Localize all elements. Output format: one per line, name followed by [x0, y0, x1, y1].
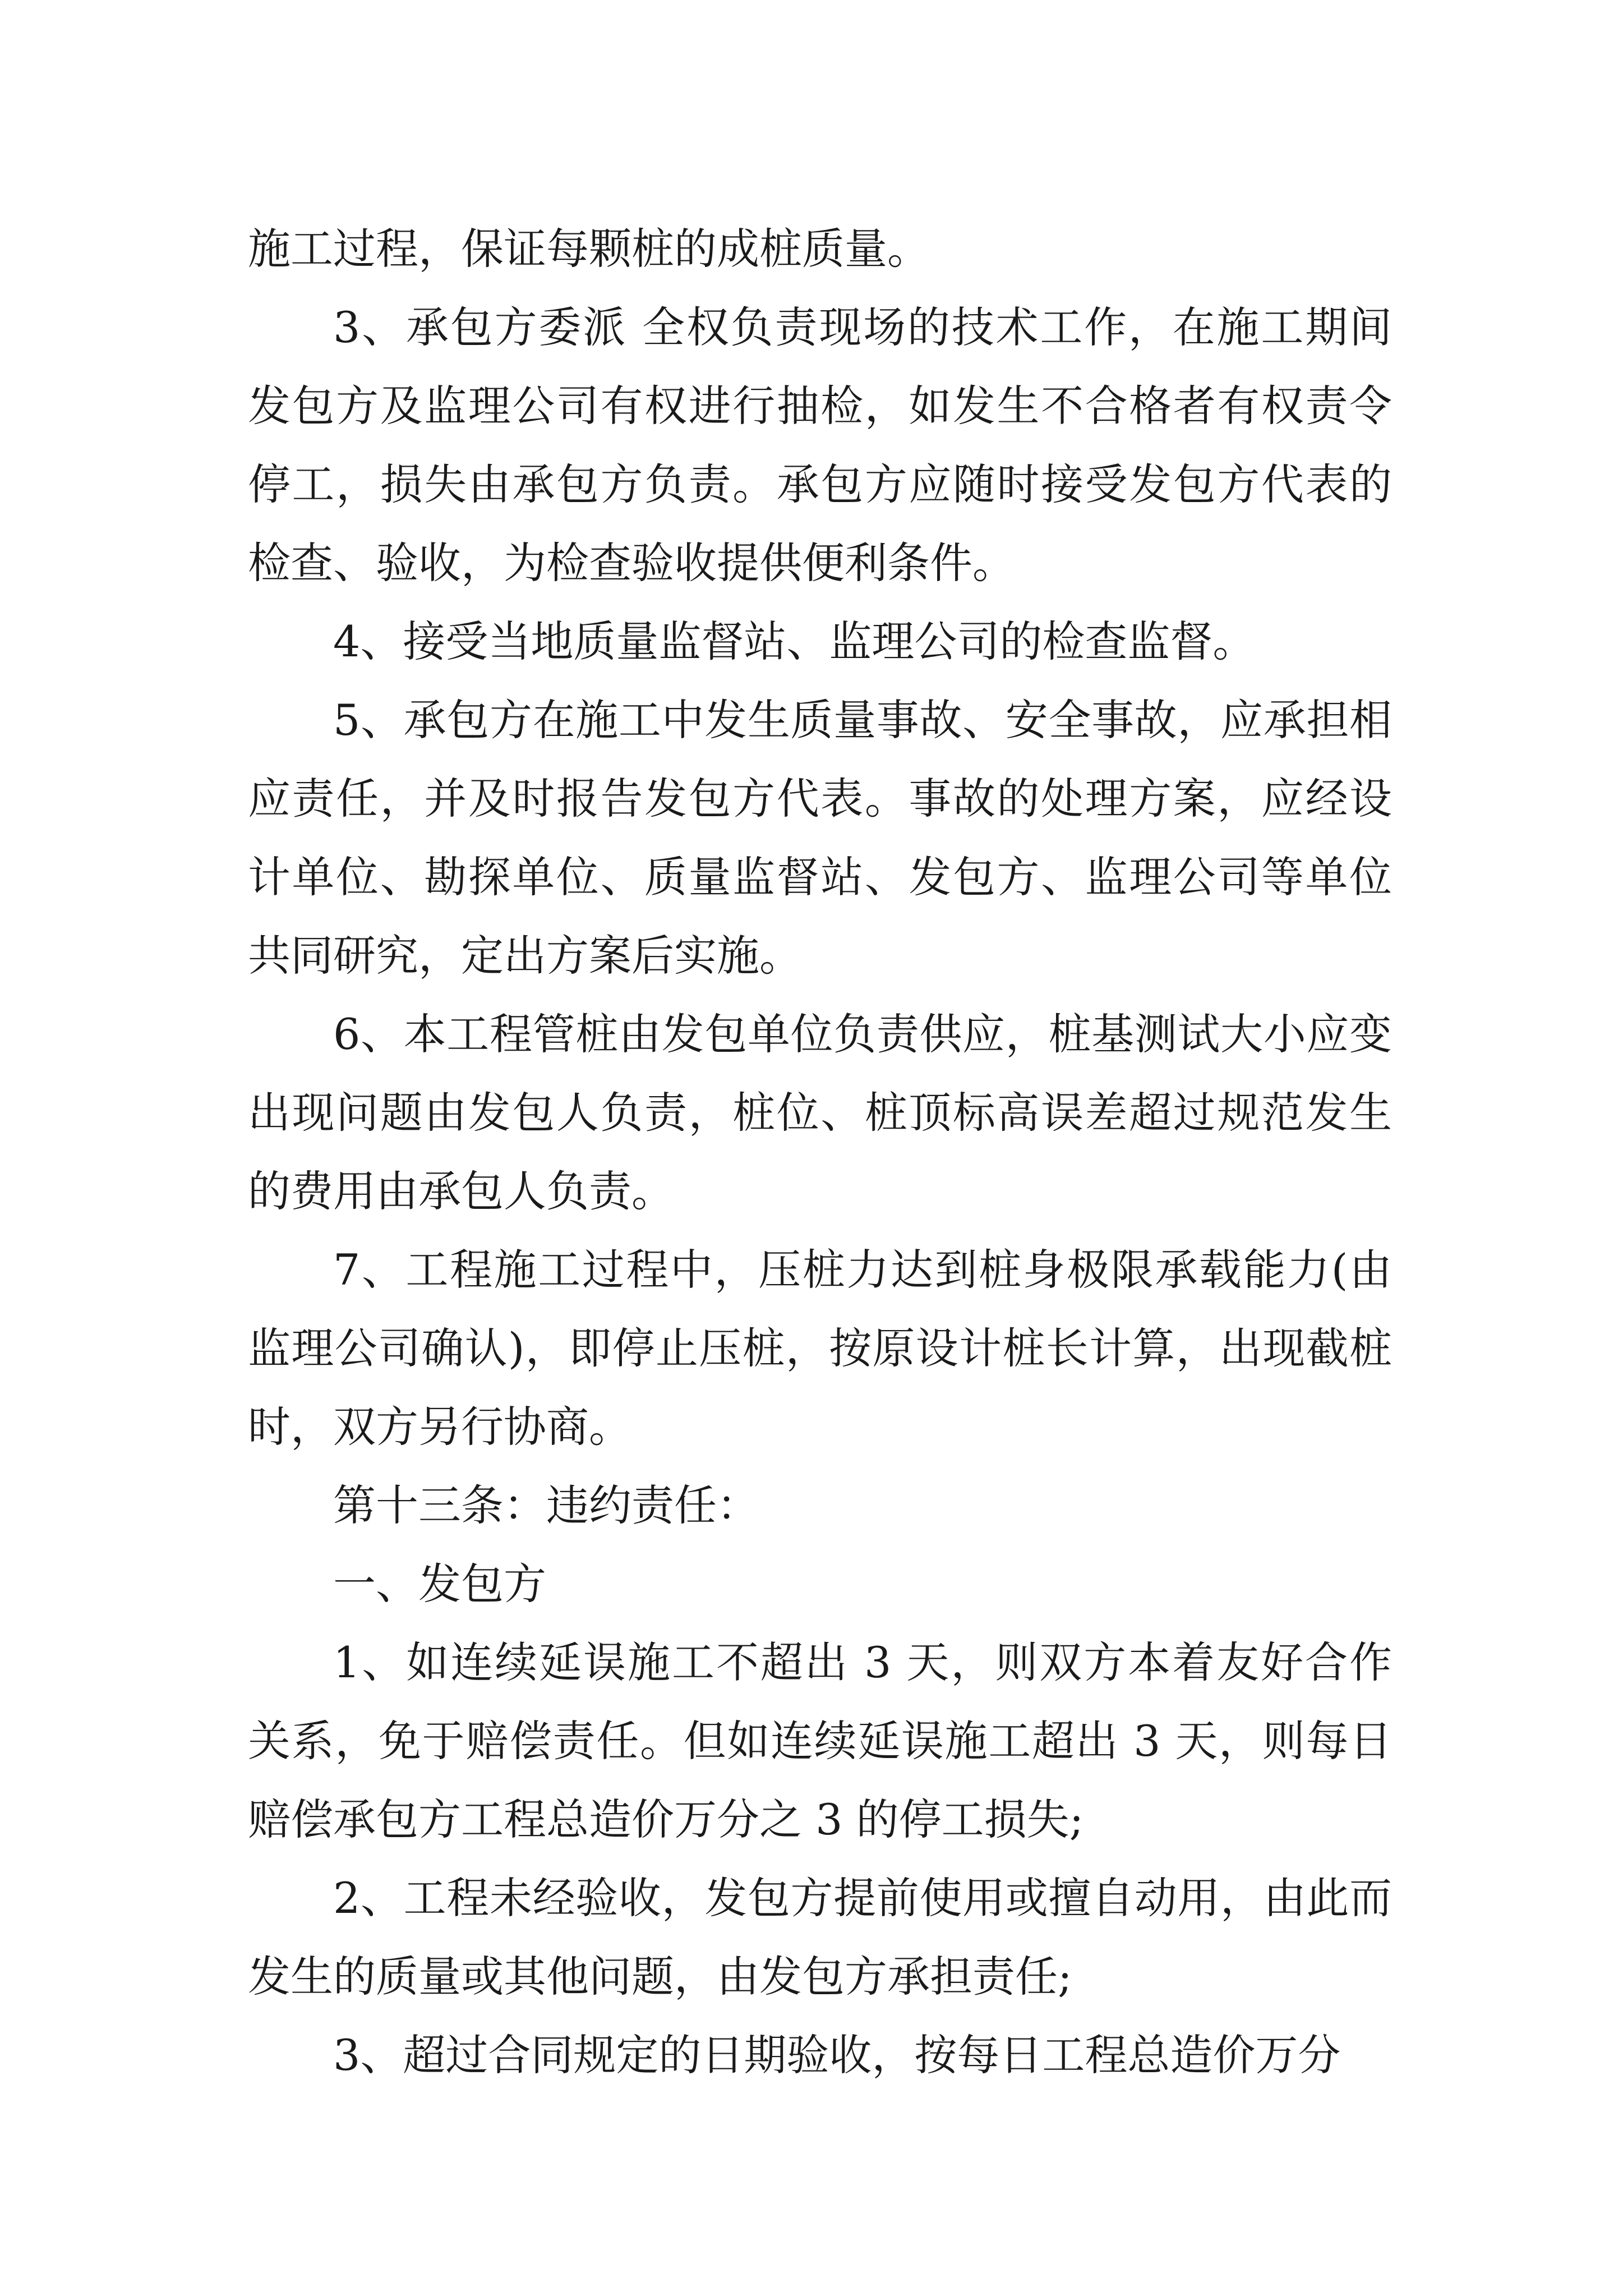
paragraph-item-5: 5、承包方在施工中发生质量事故、安全事故，应承担相应责任，并及时报告发包方代表。事故的处理方案，应经设计单位、勘探单位、质量监督站、发包方、监理公司等单位共同研究，定出方案后实施。 [248, 695, 1392, 981]
paragraph-item-6: 6、本工程管桩由发包单位负责供应，桩基测试大小应变出现问题由发包人负责，桩位、桩顶标高误差超过规范发生的费用由承包人负责。 [248, 1009, 1392, 1216]
document-body [248, 210, 1392, 2095]
paragraph-employer-item-2: 2、工程未经验收，发包方提前使用或擅自动用，由此而发生的质量或其他问题，由发包方承担责任; [248, 1873, 1392, 2001]
paragraph-item-7: 7、工程施工过程中，压桩力达到桩身极限承载能力(由监理公司确认)，即停止压桩，按原设计桩长计算，出现截桩时，双方另行协商。 [248, 1245, 1392, 1452]
paragraph-continuation: 施工过程，保证每颗桩的成桩质量。 [248, 224, 930, 274]
paragraph-item-4: 4、接受当地质量监督站、监理公司的检查监督。 [333, 616, 1256, 666]
section-employer-heading: 一、发包方 [333, 1559, 546, 1609]
paragraph-employer-item-3: 3、超过合同规定的日期验收，按每日工程总造价万分 [333, 2030, 1341, 2080]
paragraph-item-3: 3、承包方委派 全权负责现场的技术工作，在施工期间发包方及监理公司有权进行抽检，如发生不合格者有权责令停工，损失由承包方负责。承包方应随时接受发包方代表的检查、验收，为检查验收提供便利条件。 [248, 302, 1392, 588]
article-13-heading: 第十三条：违约责任： [333, 1480, 759, 1530]
paragraph-employer-item-1: 1、如连续延误施工不超出 3 天，则双方本着友好合作关系，免于赔偿责任。但如连续延误施工超出 3 天，则每日赔偿承包方工程总造价万分之 3 的停工损失; [248, 1637, 1392, 1844]
